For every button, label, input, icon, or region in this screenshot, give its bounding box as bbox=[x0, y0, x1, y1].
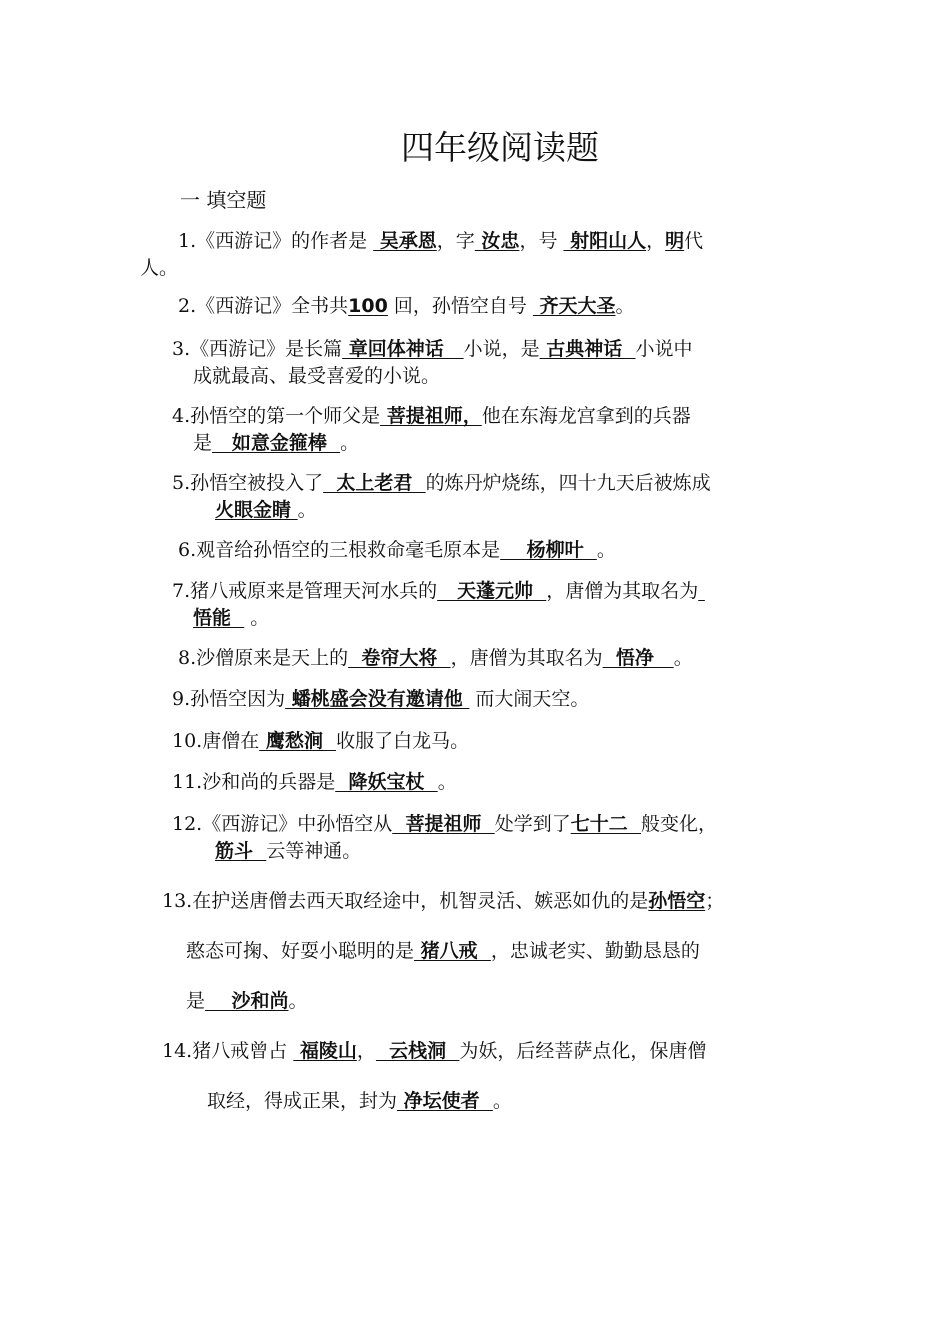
question-5-line-2 bbox=[215, 497, 317, 523]
question-text: 云等神通。 bbox=[266, 840, 362, 862]
answer-blank: 明 bbox=[665, 230, 685, 252]
question-text: ， bbox=[356, 1040, 376, 1062]
question-5-line-1 bbox=[172, 470, 711, 496]
question-text: 。 bbox=[615, 295, 635, 317]
question-text: 的炼丹炉烧练，四十九天后被炼成 bbox=[425, 472, 711, 494]
page-title: 四年级阅读题 bbox=[401, 128, 599, 167]
answer-blank: 杨柳叶 bbox=[500, 539, 597, 561]
answer-blank: 菩提祖师， bbox=[380, 405, 482, 427]
question-9-line-1 bbox=[172, 686, 589, 712]
answer-blank: 筋斗 bbox=[215, 840, 267, 862]
question-text: 人。 bbox=[140, 257, 179, 279]
question-text: 8.沙僧原来是天上的 bbox=[178, 647, 349, 669]
question-2-line-1 bbox=[178, 293, 635, 319]
question-text: 13.在护送唐僧去西天取经途中，机智灵活、嫉恶如仇的是 bbox=[162, 890, 649, 912]
question-text: 10.唐僧在 bbox=[172, 730, 260, 752]
answer-blank: 净坛使者 bbox=[397, 1090, 493, 1112]
answer-blank: 卷帘大将 bbox=[348, 647, 451, 669]
question-6-line-1 bbox=[178, 537, 616, 563]
question-14-line-2 bbox=[207, 1088, 512, 1114]
answer-blank: 七十二 bbox=[570, 813, 641, 835]
answer-blank: 悟能 bbox=[193, 607, 245, 629]
question-text: 。 bbox=[492, 1090, 512, 1112]
question-text: ，唐僧为其取名为 bbox=[546, 580, 699, 602]
answer-blank: 如意金箍棒 bbox=[212, 432, 341, 454]
question-1-line-1 bbox=[178, 228, 703, 254]
answer-blank: 鹰愁涧 bbox=[259, 730, 337, 752]
answer-blank bbox=[698, 580, 705, 602]
answer-blank: 蟠桃盛会没有邀请他 bbox=[285, 688, 470, 710]
question-text: 取经，得成正果，封为 bbox=[207, 1090, 398, 1112]
question-text: ，忠诚老实、勤勤恳恳的 bbox=[490, 940, 700, 962]
question-text: 2.《西游记》全书共 bbox=[178, 295, 349, 317]
answer-blank: 太上老君 bbox=[323, 472, 426, 494]
question-text: 3.《西游记》是长篇 bbox=[172, 338, 343, 360]
question-text: 小说中 bbox=[635, 338, 693, 360]
answer-blank: 猪八戒 bbox=[414, 940, 491, 962]
question-text: ，号 bbox=[519, 230, 564, 252]
question-text: 他在东海龙宫拿到的兵器 bbox=[481, 405, 691, 427]
question-text: 为妖，后经菩萨点化，保唐僧 bbox=[459, 1040, 707, 1062]
question-text: 1.《西游记》的作者是 bbox=[178, 230, 374, 252]
question-12-line-2 bbox=[215, 838, 361, 864]
question-4-line-2 bbox=[193, 430, 359, 456]
question-text: 。 bbox=[437, 771, 457, 793]
question-13-line-2 bbox=[186, 938, 700, 964]
question-text: 4.孙悟空的第一个师父是 bbox=[172, 405, 381, 427]
question-text: 11.沙和尚的兵器是 bbox=[172, 771, 336, 793]
answer-blank: 齐天大圣 bbox=[532, 295, 616, 317]
question-text: 是 bbox=[186, 990, 206, 1012]
question-text: 。 bbox=[340, 432, 360, 454]
question-text: 5.孙悟空被投入了 bbox=[172, 472, 324, 494]
question-text: 。 bbox=[297, 499, 317, 521]
question-text: 回，孙悟空自号 bbox=[387, 295, 533, 317]
question-7-line-1 bbox=[172, 578, 705, 604]
question-text: 处学到了 bbox=[494, 813, 571, 835]
question-12-line-1 bbox=[172, 811, 717, 837]
question-8-line-1 bbox=[178, 645, 693, 671]
question-text: 14.猪八戒曾占 bbox=[162, 1040, 294, 1062]
question-text: 。 bbox=[596, 539, 616, 561]
question-10-line-1 bbox=[172, 728, 469, 754]
question-1-line-2 bbox=[140, 255, 178, 281]
question-3-line-1 bbox=[172, 336, 693, 362]
question-text: ， bbox=[646, 230, 666, 252]
question-text: 12.《西游记》中孙悟空从 bbox=[172, 813, 393, 835]
question-text: ； bbox=[705, 890, 725, 912]
question-text: 而大闹天空。 bbox=[469, 688, 590, 710]
question-text: 。 bbox=[244, 607, 270, 629]
question-text: 收服了白龙马。 bbox=[336, 730, 470, 752]
question-text: 代 bbox=[684, 230, 704, 252]
question-text: 。 bbox=[673, 647, 693, 669]
question-text: 成就最高、最受喜爱的小说。 bbox=[193, 365, 441, 387]
question-text: 。 bbox=[288, 990, 308, 1012]
answer-blank: 孙悟空 bbox=[648, 890, 706, 912]
question-text: ，字 bbox=[436, 230, 475, 252]
question-7-line-2 bbox=[193, 605, 269, 631]
question-text: ，唐僧为其取名为 bbox=[450, 647, 603, 669]
question-text: 7.猪八戒原来是管理天河水兵的 bbox=[172, 580, 438, 602]
question-text: 9.孙悟空因为 bbox=[172, 688, 286, 710]
question-text: 憨态可掬、好耍小聪明的是 bbox=[186, 940, 415, 962]
answer-blank: 天蓬元帅 bbox=[437, 580, 547, 602]
question-11-line-1 bbox=[172, 769, 457, 795]
question-text: 般变化， bbox=[640, 813, 717, 835]
question-text: 小说，是 bbox=[463, 338, 540, 360]
answer-blank: 火眼金睛 bbox=[215, 499, 298, 521]
answer-blank: 云栈洞 bbox=[375, 1040, 460, 1062]
answer-blank: 100 bbox=[348, 295, 388, 317]
answer-blank: 古典神话 bbox=[539, 338, 636, 360]
answer-blank: 福陵山 bbox=[293, 1040, 357, 1062]
answer-blank: 降妖宝杖 bbox=[335, 771, 438, 793]
answer-blank: 吴承恩 bbox=[373, 230, 437, 252]
question-14-line-1 bbox=[162, 1038, 706, 1064]
section-heading: 一 填空题 bbox=[180, 188, 267, 212]
answer-blank: 沙和尚 bbox=[205, 990, 289, 1012]
answer-blank: 章回体神话 bbox=[342, 338, 464, 360]
question-text: 6.观音给孙悟空的三根救命毫毛原本是 bbox=[178, 539, 501, 561]
question-13-line-1 bbox=[162, 888, 724, 914]
answer-blank: 汝忠 bbox=[474, 230, 520, 252]
answer-blank: 菩提祖师 bbox=[392, 813, 495, 835]
answer-blank: 射阳山人 bbox=[563, 230, 647, 252]
question-4-line-1 bbox=[172, 403, 691, 429]
question-text: 是 bbox=[193, 432, 213, 454]
answer-blank: 悟净 bbox=[602, 647, 674, 669]
question-3-line-2 bbox=[193, 363, 440, 389]
question-13-line-3 bbox=[186, 988, 308, 1014]
